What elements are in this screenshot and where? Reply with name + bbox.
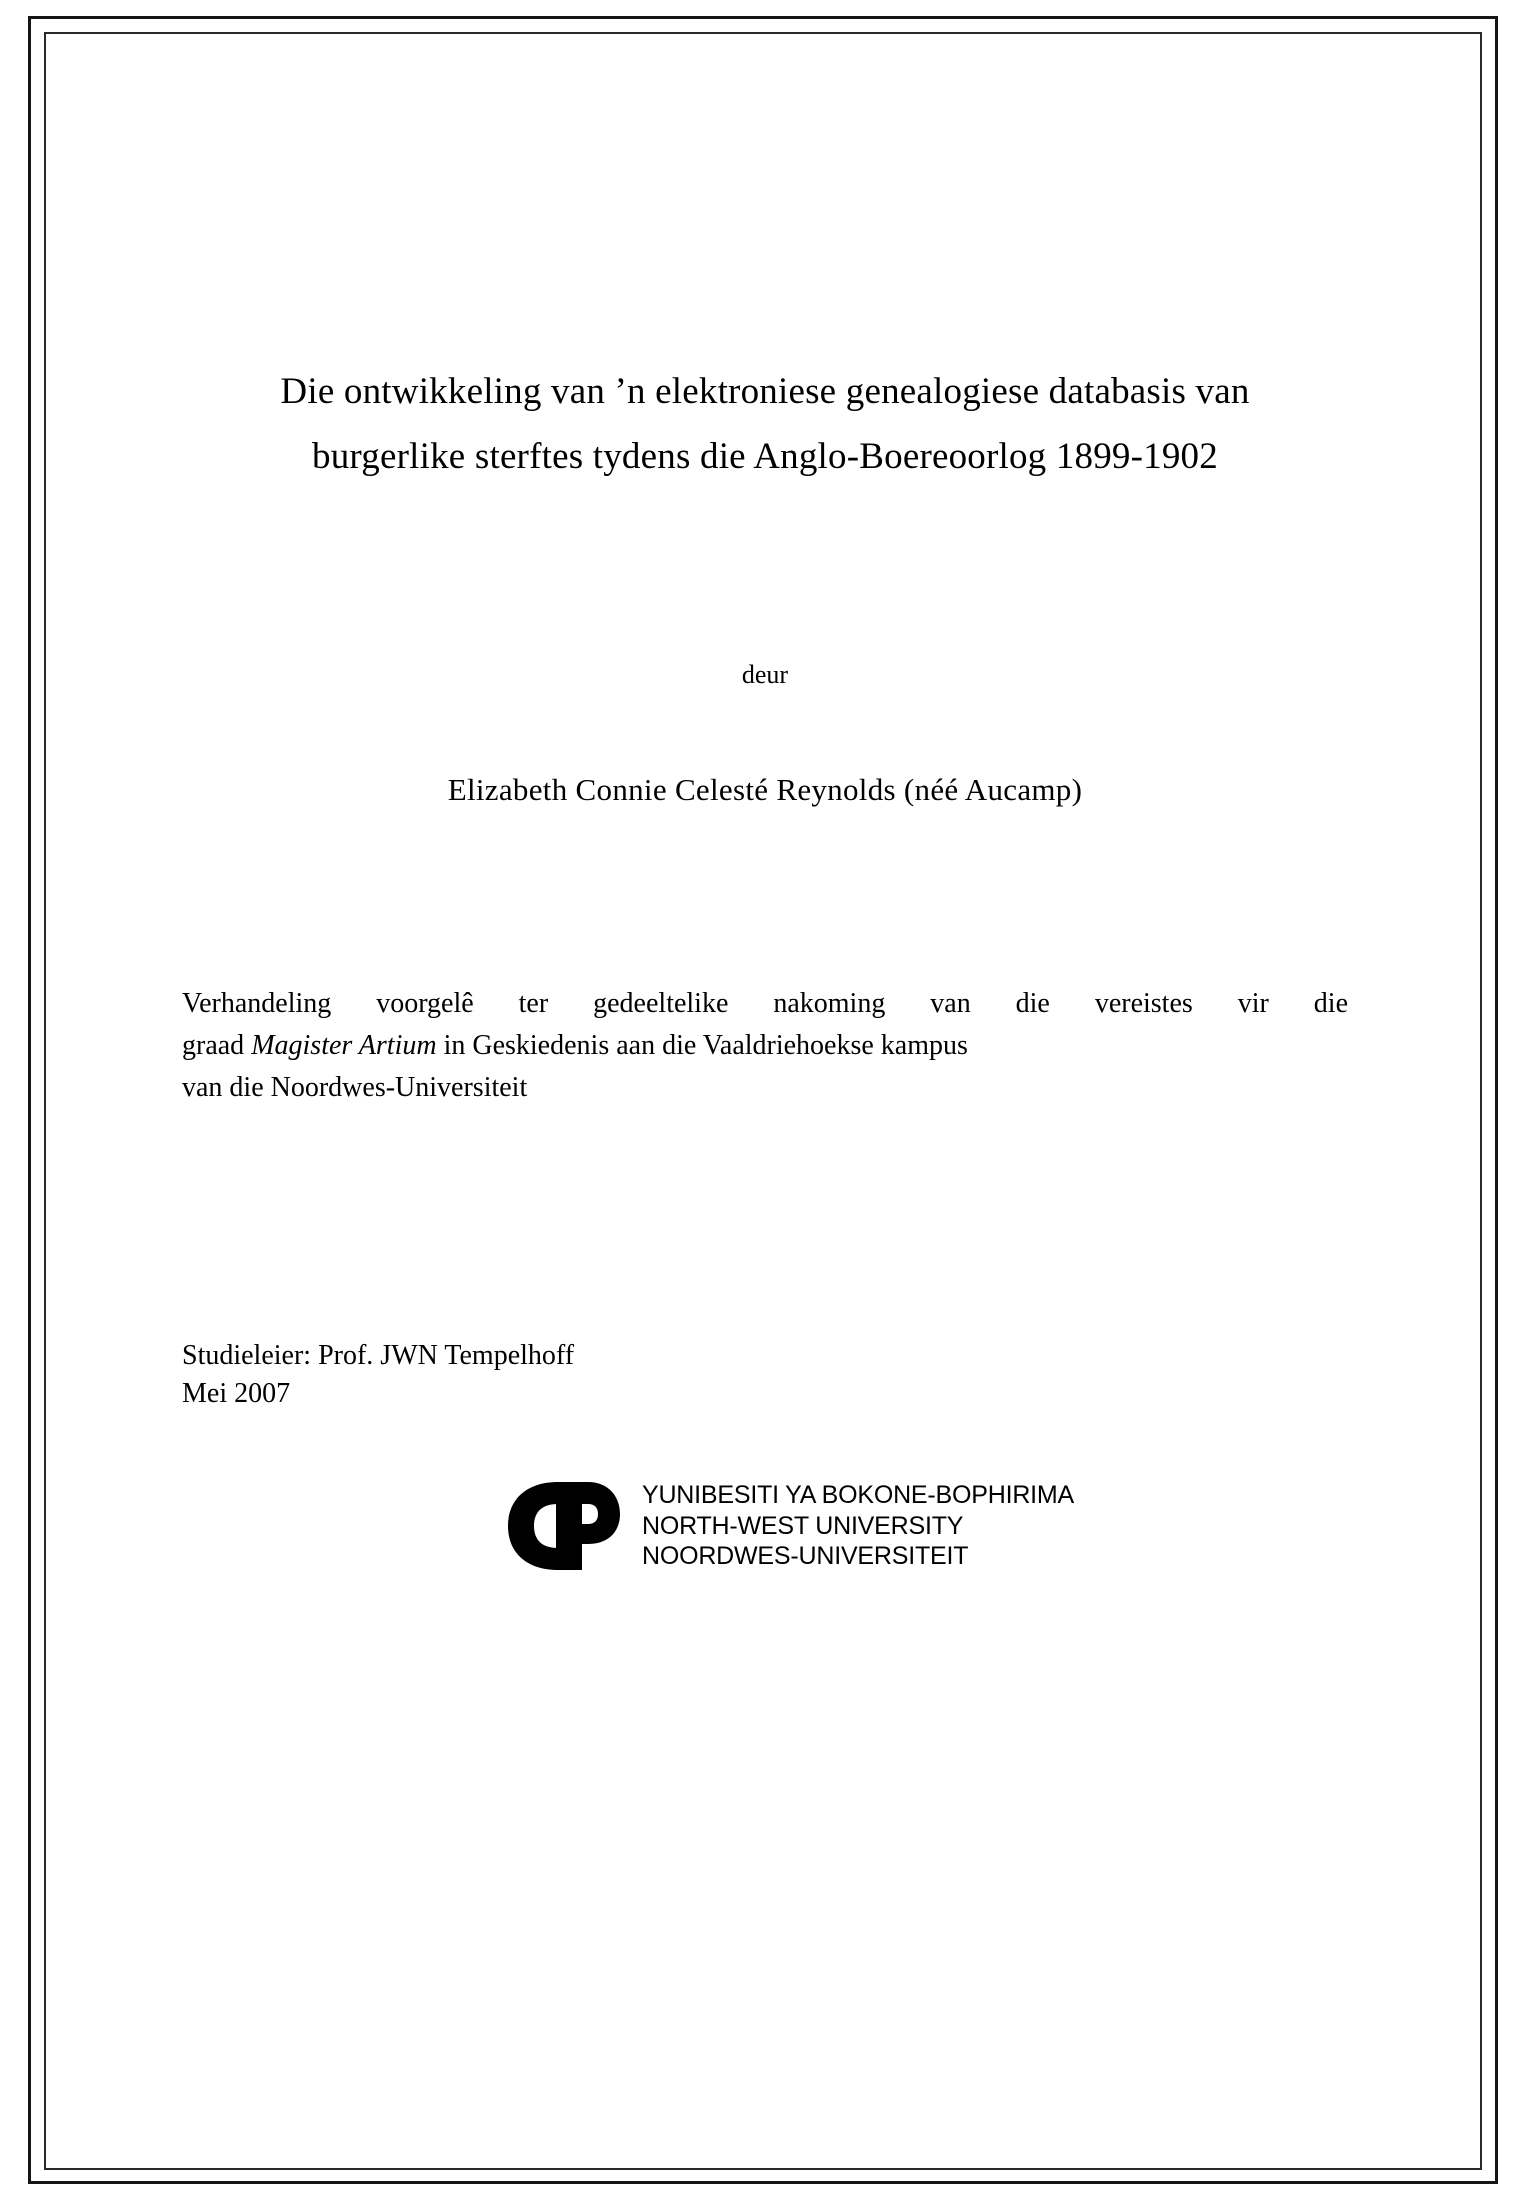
degree-statement-line-2-prefix: graad bbox=[182, 1029, 252, 1061]
degree-statement-line-2-suffix: in Geskiedenis aan die Vaaldriehoekse kampus bbox=[436, 1029, 968, 1061]
by-word: deur bbox=[741, 659, 789, 689]
degree-statement-line-2 bbox=[182, 1025, 1348, 1067]
degree-statement-line-1: Verhandeling voorgelê ter gedeeltelike nakoming van die vereistes vir die bbox=[182, 987, 1348, 1019]
logo-text-line-1: YUNIBESITI YA BOKONE-BOPHIRIMA bbox=[641, 1481, 1075, 1509]
page-content bbox=[120, 60, 1410, 2140]
title-line-1: Die ontwikkeling van ’n elektroniese genealogiese databasis van bbox=[280, 371, 1250, 412]
logo-text-line-3: NOORDWES-UNIVERSITEIT bbox=[641, 1542, 969, 1570]
supervisor-block bbox=[120, 1337, 1410, 1414]
logo-text-line-2: NORTH-WEST UNIVERSITY bbox=[641, 1511, 964, 1540]
nwu-logo-icon bbox=[496, 1474, 628, 1578]
date-line: Mei 2007 bbox=[182, 1378, 291, 1410]
supervisor-line: Studieleier: Prof. JWN Tempelhoff bbox=[182, 1339, 575, 1371]
title-line-2: burgerlike sterftes tydens die Anglo-Boereoorlog 1899-1902 bbox=[312, 435, 1218, 477]
degree-statement-line-3: van die Noordwes-Universiteit bbox=[182, 1071, 528, 1103]
degree-statement bbox=[120, 983, 1410, 1109]
university-logo-text bbox=[642, 1480, 1074, 1572]
degree-name-italic: Magister Artium bbox=[251, 1029, 437, 1061]
page-title bbox=[120, 360, 1410, 490]
university-logo bbox=[120, 1474, 1410, 1578]
author-name: Elizabeth Connie Celesté Reynolds (néé Aucamp) bbox=[447, 771, 1083, 807]
